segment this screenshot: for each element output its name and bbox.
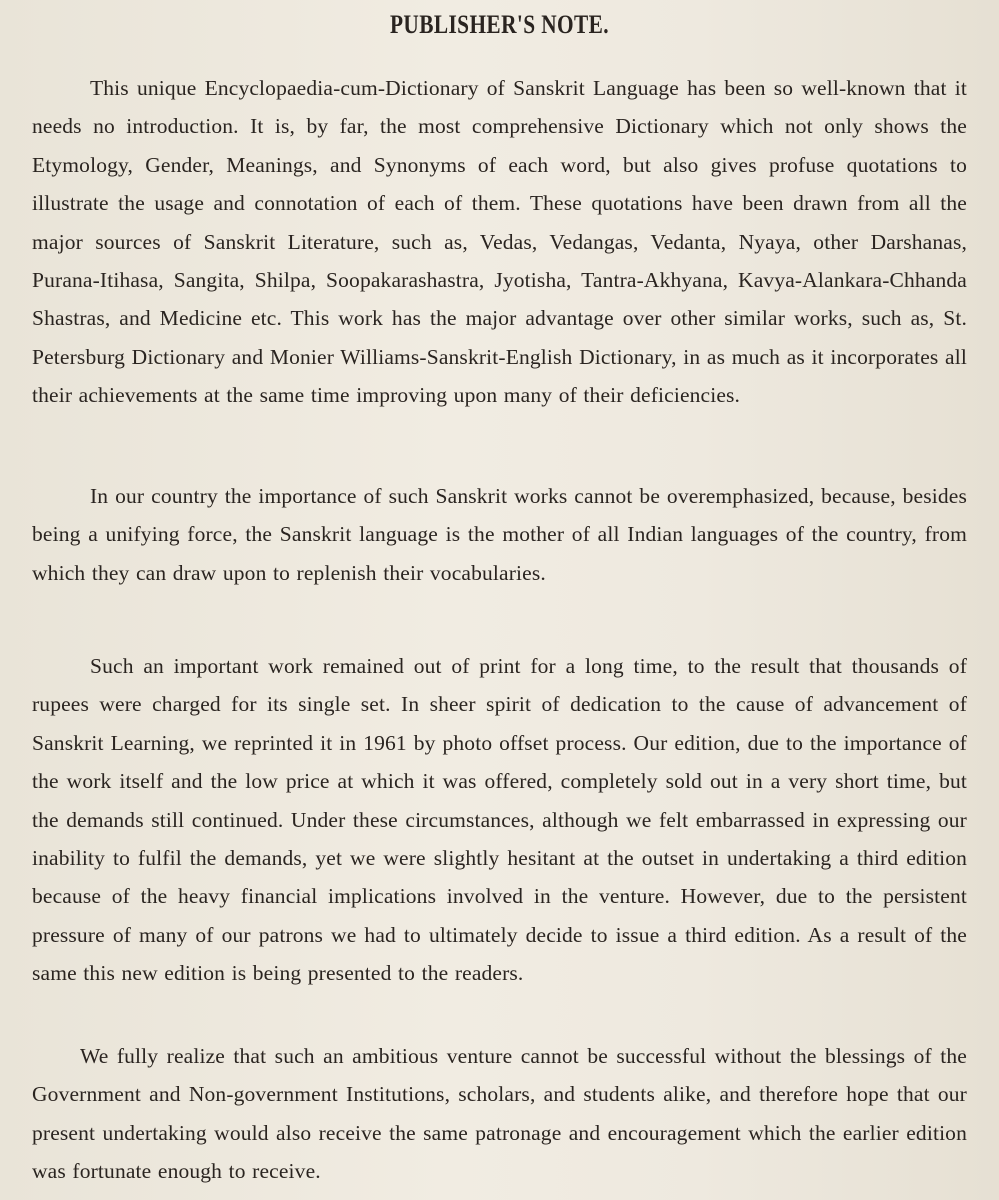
paragraph-reprint-history: Such an important work remained out of print for a long time, to the result that thousands of rupees were charged for its single set. In sheer spirit of dedication to the cause of advancement of Sanskrit Learning, we reprinted it in 1961 by photo offset process. Our edition, due to the importance of the work itself and the low price at which it was offered, completely sold out in a very short time, but the demands still continued. Under these circumstances, although we felt embarrassed in expressing our inability to fulfil the demands, yet we were slightly hesitant at the outset in undertaking a third edition because of the heavy financial implications involved in the venture. However, due to the persistent pressure of many of our patrons we had to ultimately decide to issue a third edition. As a result of the same this new edition is being presented to the readers.	[32, 654, 967, 986]
paragraph-introduction: This unique Encyclopaedia-cum-Dictionary of Sanskrit Language has been so well-known that it needs no introduction. It is, by far, the most comprehensive Dictionary which not only shows the Etymology, Gender, Meanings, and Synonyms of each word, but also gives profuse quotations to illustrate the usage and connotation of each of them. These quotations have been drawn from all the major sources of Sanskrit Literature, such as, Vedas, Vedangas, Vedanta, Nyaya, other Darshanas, Purana-Itihasa, Sangita, Shilpa, Soopakarashastra, Jyotisha, Tantra-Akhyana, Kavya-Alankara-Chhanda Shastras, and Medicine etc. This work has the major advantage over other similar works, such as, St. Petersburg Dictionary and Monier Williams-Sanskrit-English Dictionary, in as much as it incorporates all their achievements at the same time improving upon many of their deficiencies.	[32, 76, 967, 408]
page-title: PUBLISHER'S NOTE.	[389, 10, 610, 39]
paragraph-closing: We fully realize that such an ambitious venture cannot be successful without the blessings of the Government and Non-government Institutions, scholars, and students alike, and therefore hope that our present undertaking would also receive the same patronage and encouragement which the earlier edition was fortunate enough to receive.	[32, 1044, 967, 1184]
paragraph-importance: In our country the importance of such Sanskrit works cannot be overemphasized, because, besides being a unifying force, the Sanskrit language is the mother of all Indian languages of the country, from which they can draw upon to replenish their vocabularies.	[32, 484, 967, 585]
